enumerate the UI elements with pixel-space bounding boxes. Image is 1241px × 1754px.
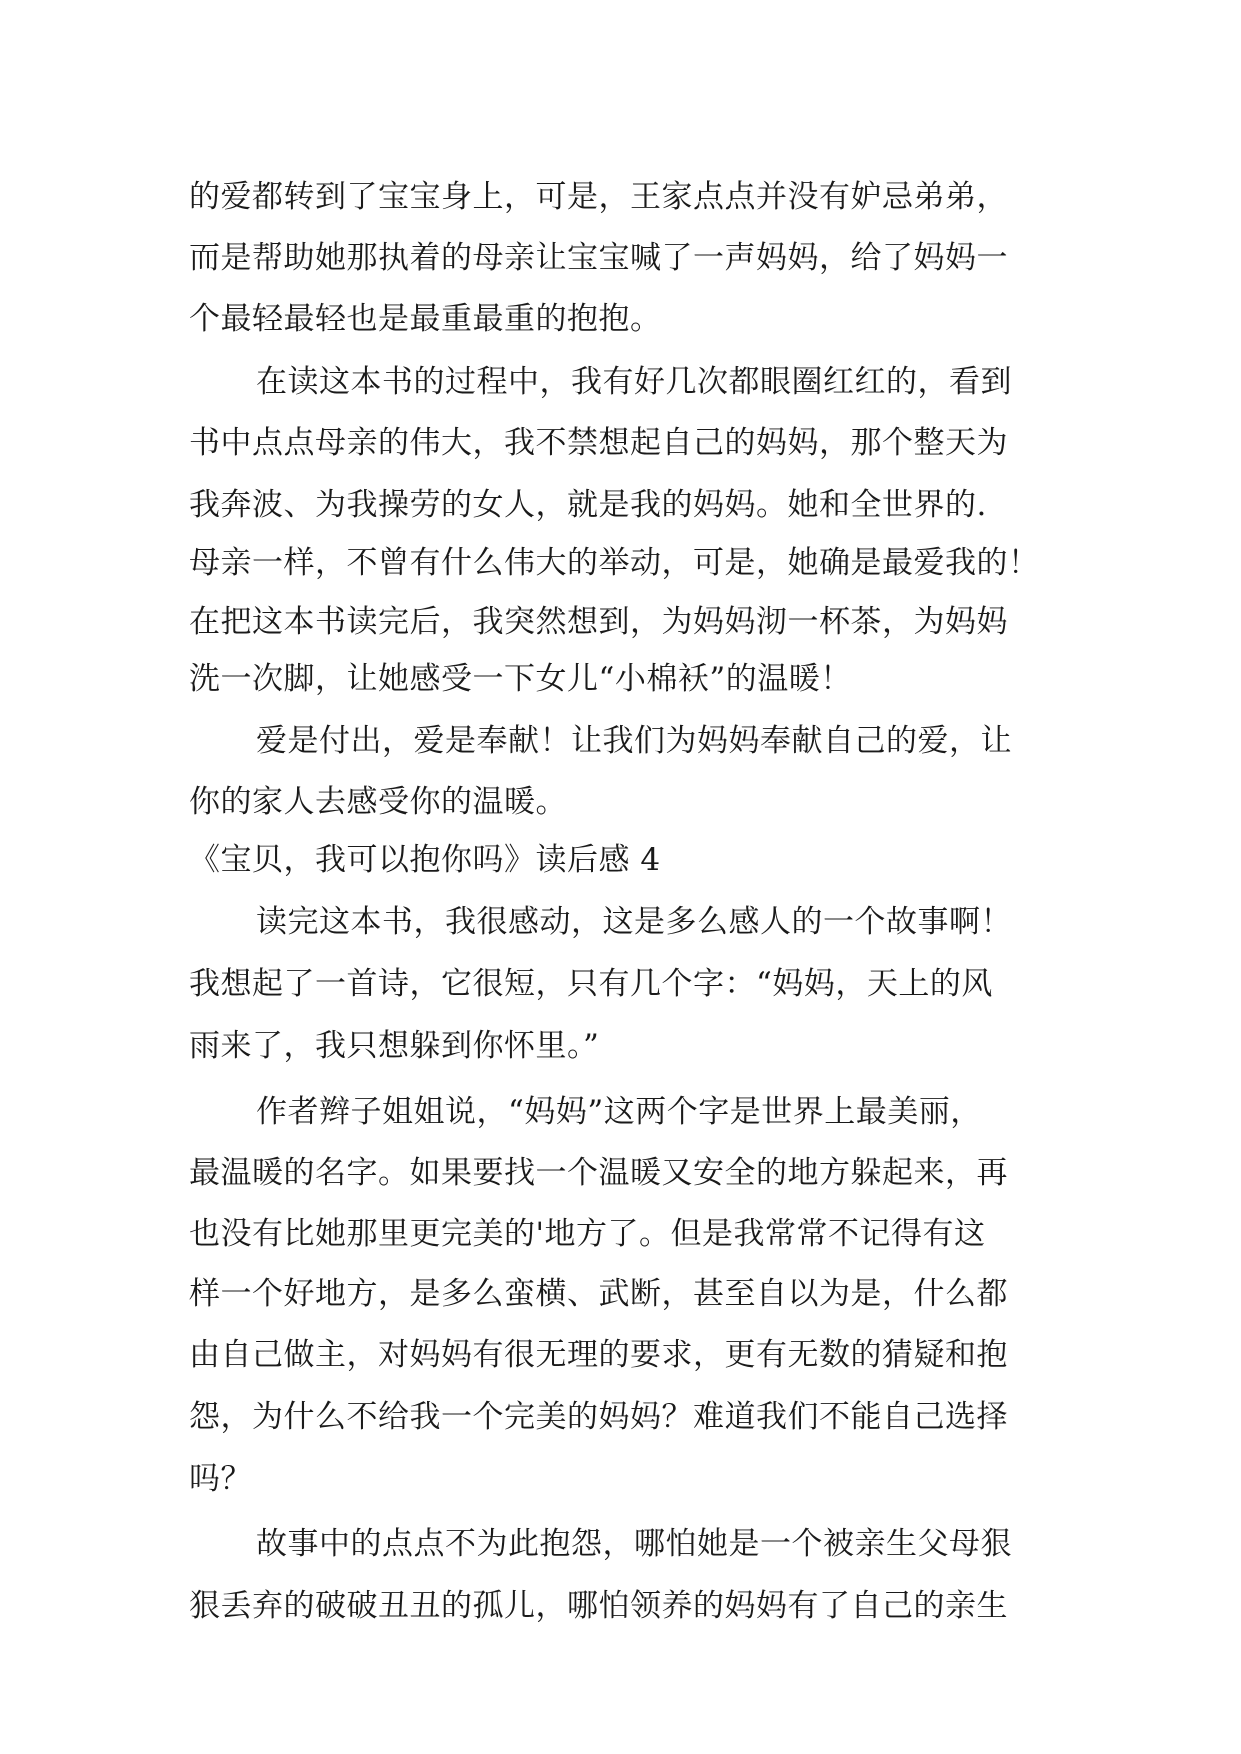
text-line: 我奔波、为我操劳的女人，就是我的妈妈。她和全世界的.: [189, 487, 987, 523]
text-line: 怨，为什么不给我一个完美的妈妈？难道我们不能自己选择: [189, 1399, 1008, 1435]
paragraph-first-line: 故事中的点点不为此抱怨，哪怕她是一个被亲生父母狠: [256, 1526, 1012, 1562]
text-line: 我想起了一首诗，它很短，只有几个字：“妈妈，天上的风: [189, 966, 993, 1002]
text-line: 个最轻最轻也是最重最重的抱抱。: [189, 301, 662, 337]
text-line: 也没有比她那里更完美的'地方了。但是我常常不记得有这: [189, 1216, 986, 1252]
text-line: 狠丢弃的破破丑丑的孤儿，哪怕领养的妈妈有了自己的亲生: [189, 1588, 1008, 1624]
text-line: 书中点点母亲的伟大，我不禁想起自己的妈妈，那个整天为: [189, 425, 1008, 461]
text-line: 雨来了，我只想躲到你怀里。”: [189, 1028, 600, 1064]
section-heading: 《宝贝，我可以抱你吗》读后感 4: [189, 842, 661, 878]
paragraph-first-line: 在读这本书的过程中，我有好几次都眼圈红红的，看到: [256, 364, 1012, 400]
text-line: 母亲一样，不曾有什么伟大的举动，可是，她确是最爱我的！: [189, 545, 1040, 581]
text-line: 洗一次脚，让她感受一下女儿“小棉袄”的温暖！: [189, 661, 852, 697]
text-line: 的爱都转到了宝宝身上，可是，王家点点并没有妒忌弟弟，: [189, 179, 1008, 215]
text-line: 你的家人去感受你的温暖。: [189, 784, 567, 820]
paragraph-first-line: 爱是付出，爱是奉献！让我们为妈妈奉献自己的爱，让: [256, 723, 1012, 759]
text-line: 吗？: [189, 1461, 252, 1497]
text-line: 而是帮助她那执着的母亲让宝宝喊了一声妈妈，给了妈妈一: [189, 240, 1008, 276]
text-line: 在把这本书读完后，我突然想到，为妈妈沏一杯茶，为妈妈: [189, 604, 1008, 640]
paragraph-first-line: 读完这本书，我很感动，这是多么感人的一个故事啊！: [256, 904, 1012, 940]
paragraph-first-line: 作者辫子姐姐说，“妈妈”这两个字是世界上最美丽，: [256, 1094, 982, 1130]
text-line: 由自己做主，对妈妈有很无理的要求，更有无数的猜疑和抱: [189, 1337, 1008, 1373]
text-line: 样一个好地方，是多么蛮横、武断，甚至自以为是，什么都: [189, 1276, 1008, 1312]
text-line: 最温暖的名字。如果要找一个温暖又安全的地方躲起来，再: [189, 1155, 1008, 1191]
